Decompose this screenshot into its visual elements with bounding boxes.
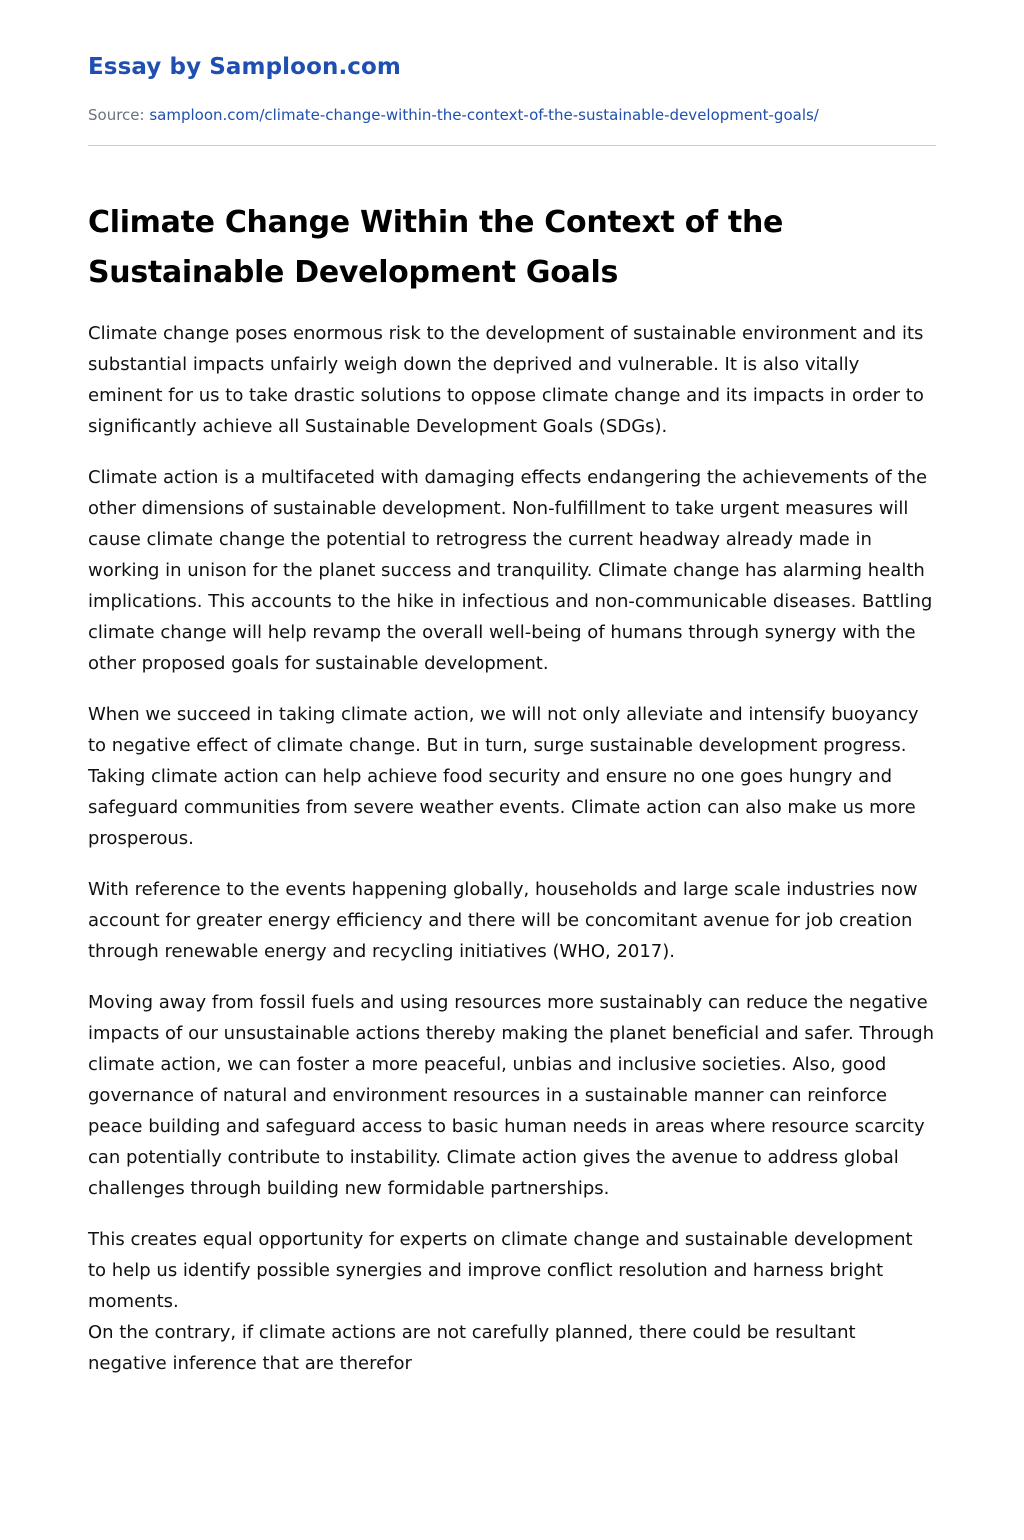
source-label: Source: <box>88 106 145 124</box>
paragraph-6: This creates equal opportunity for experts on climate change and sustainable development to help us identify possible synergies and improve conflict resolution and harness bright moments. <box>88 1229 913 1312</box>
paragraph-3: When we succeed in taking climate action, we will not only alleviate and intensify buoyancy to negative effect of climate change. But in turn, surge sustainable development progress. Taking climate action can help achieve food security and ensure no one goes hungry and safeguard communities from severe weather events. Climate action can also make us more prosperous. <box>88 704 919 849</box>
paragraph-4: With reference to the events happening globally, households and large scale industries now account for greater energy efficiency and there will be concomitant avenue for job creation through renewable energy and recycling initiatives (WHO, 2017). <box>88 879 918 962</box>
site-brand[interactable]: Essay by Samploon.com <box>88 54 401 80</box>
article-title: Climate Change Within the Context of the Sustainable Development Goals <box>88 205 784 290</box>
source-line <box>88 106 936 124</box>
source-link[interactable]: samploon.com/climate-change-within-the-context-of-the-sustainable-development-goals/ <box>149 106 819 124</box>
paragraph-5: Moving away from fossil fuels and using resources more sustainably can reduce the negative impacts of our unsustainable actions thereby making the planet beneficial and safer. Through climate action, we can foster a more peaceful, unbias and inclusive societies. Also, good governance of natural and environment resources in a sustainable manner can reinforce peace building and safeguard access to basic human needs in areas where resource scarcity can potentially contribute to instability. Climate action gives the avenue to address global challenges through building new formidable partnerships. <box>88 992 935 1199</box>
paragraph-7: On the contrary, if climate actions are not carefully planned, there could be resultant negative inference that are therefor <box>88 1322 856 1374</box>
article-body <box>88 318 936 1379</box>
header-divider <box>88 145 936 146</box>
paragraph-2: Climate action is a multifaceted with damaging effects endangering the achievements of the other dimensions of sustainable development. Non-fulfillment to take urgent measures will cause climate change the potential to retrogress the current headway already made in working in unison for the planet success and tranquility. Climate change has alarming health implications. This accounts to the hike in infectious and non-communicable diseases. Battling climate change will help revamp the overall well-being of humans through synergy with the other proposed goals for sustainable development. <box>88 467 933 674</box>
paragraph-1: Climate change poses enormous risk to the development of sustainable environment and its substantial impacts unfairly weigh down the deprived and vulnerable. It is also vitally eminent for us to take drastic solutions to oppose climate change and its impacts in order to significantly achieve all Sustainable Development Goals (SDGs). <box>88 323 924 437</box>
